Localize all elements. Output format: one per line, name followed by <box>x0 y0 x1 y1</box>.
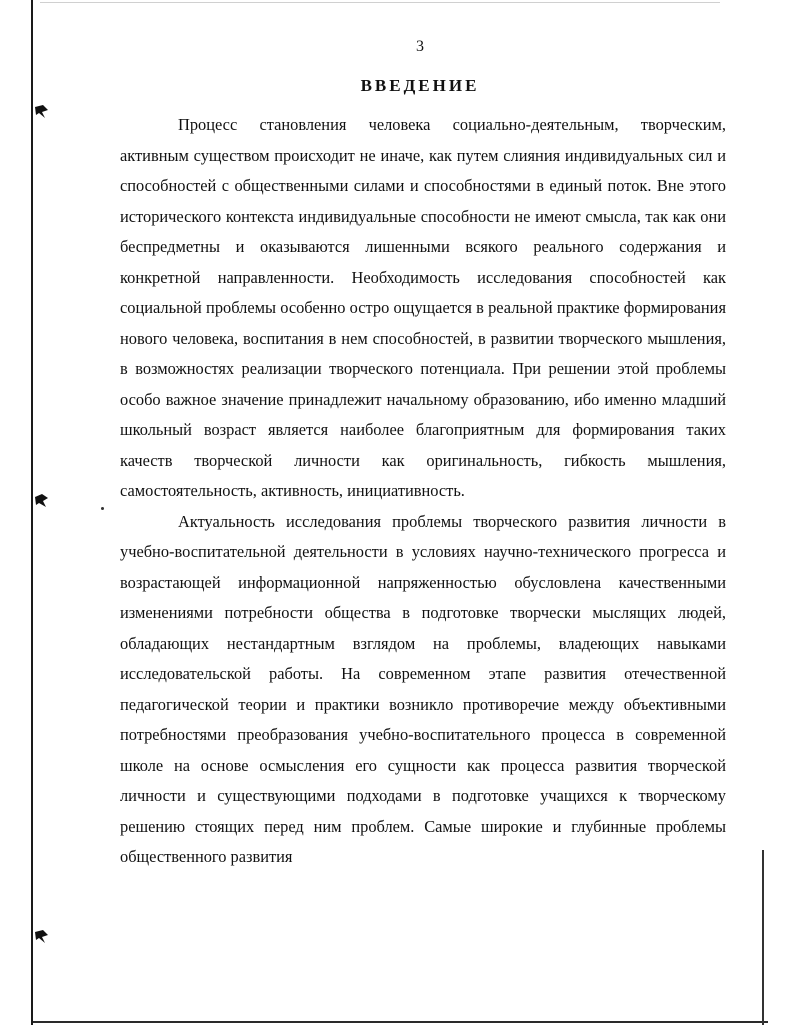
scan-edge-right <box>762 850 764 1025</box>
binder-hole-mark-icon <box>34 492 50 508</box>
binder-hole-mark-icon <box>34 928 50 944</box>
scan-edge-bottom <box>33 1021 768 1023</box>
section-heading: ВВЕДЕНИЕ <box>360 76 480 95</box>
binder-hole-mark-icon <box>34 103 50 119</box>
body-text <box>120 110 726 873</box>
paragraph-2: Актуальность исследования проблемы творческого развития личности в учебно-воспитательной деятельности в условиях научно-технического прогресса и возрастающей информационной напряженностью обусловлена качественными изменениями потребности общества в подготовке творчески мыслящих людей, обладающих нестандартным взглядом на проблемы, владеющих навыками исследовательской работы. На современном этапе развития отечественной педагогической теории и практики возникло противоречие между объективными потребностями преобразования учебно-воспитательного процесса в современной школе на основе осмысления его сущности как процесса развития творческой личности и существующими подходами в подготовке учащихся к творческому решению стоящих перед ним проблем. Самые широкие и глубинные проблемы общественного развития <box>120 511 726 866</box>
scan-edge-left <box>31 0 33 1025</box>
scan-speck <box>101 507 104 510</box>
page-number: 3 <box>416 38 424 55</box>
paragraph-1: Процесс становления человека социально-деятельным, творческим, активным существом происходит не иначе, как путем слияния индивидуальных сил и способностей с общественными силами и способностями в единый поток. Вне этого исторического контекста индивидуальные способности не имеют смысла, так как они беспредметны и оказываются лишенными всякого реального содержания и конкретной направленности. Необходимость исследования способностей как социальной проблемы особенно остро ощущается в реальной практике формирования нового человека, воспитания в нем способностей, в развитии творческого мышления, в возможностях реализации творческого потенциала. При решении этой проблемы особо важное значение принадлежит начальному образованию, ибо именно младший школьный возраст является наиболее благоприятным для формирования таких качеств творческой личности как оригинальность, гибкость мышления, самостоятельность, активность, инициативность. <box>120 115 726 500</box>
scan-edge-top <box>40 2 720 3</box>
